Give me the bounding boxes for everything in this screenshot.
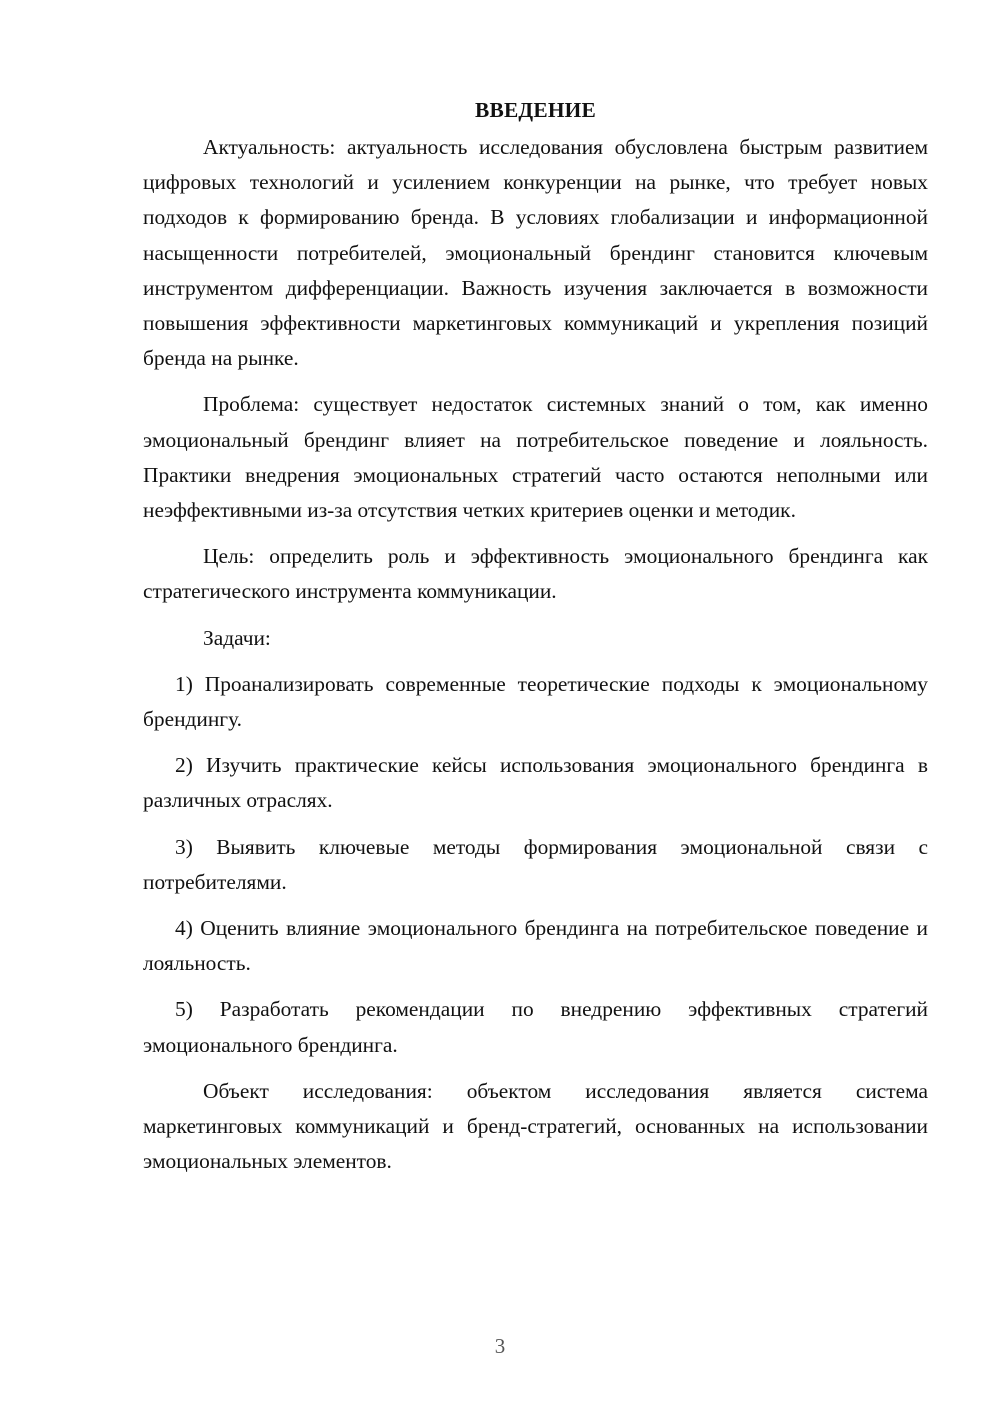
paragraph-goal: Цель: определить роль и эффективность эмоционального брендинга как стратегического инструмента коммуникации. (143, 544, 928, 604)
paragraph-object: Объект исследования: объектом исследования является система маркетинговых коммуникаций и бренд-стратегий, основанных на использовании эмоциональных элементов. (143, 1078, 928, 1174)
paragraph-relevance: Актуальность: актуальность исследования обусловлена быстрым развитием цифровых технологий и усилением конкуренции на рынке, что требует новых подходов к формированию бренда. В условиях глобализации и информационной насыщенности потребителей, эмоциональный брендинг становится ключевым инструментом дифференциации. Важность изучения заключается в возможности повышения эффективности маркетинговых коммуникаций и укрепления позиций бренда на рынке. (143, 135, 928, 371)
task-item-2: 2) Изучить практические кейсы использования эмоционального брендинга в различных отраслях. (143, 753, 928, 813)
task-item-3: 3) Выявить ключевые методы формирования эмоциональной связи с потребителями. (143, 834, 928, 894)
tasks-label: Задачи: (203, 625, 271, 650)
task-item-5: 5) Разработать рекомендации по внедрению эффективных стратегий эмоционального брендинга. (143, 997, 928, 1057)
task-item-4: 4) Оценить влияние эмоционального брендинга на потребительское поведение и лояльность. (143, 916, 928, 976)
paragraph-problem: Проблема: существует недостаток системных знаний о том, как именно эмоциональный брендинг влияет на потребительское поведение и лояльность. Практики внедрения эмоциональных стратегий часто остаются неполными или неэффективными из-за отсутствия четких критериев оценки и методик. (143, 392, 928, 523)
section-heading: ВВЕДЕНИЕ (475, 98, 596, 122)
task-item-1: 1) Проанализировать современные теоретические подходы к эмоциональному брендингу. (143, 671, 928, 732)
page-number: 3 (494, 1334, 506, 1358)
page-content (143, 95, 928, 1179)
